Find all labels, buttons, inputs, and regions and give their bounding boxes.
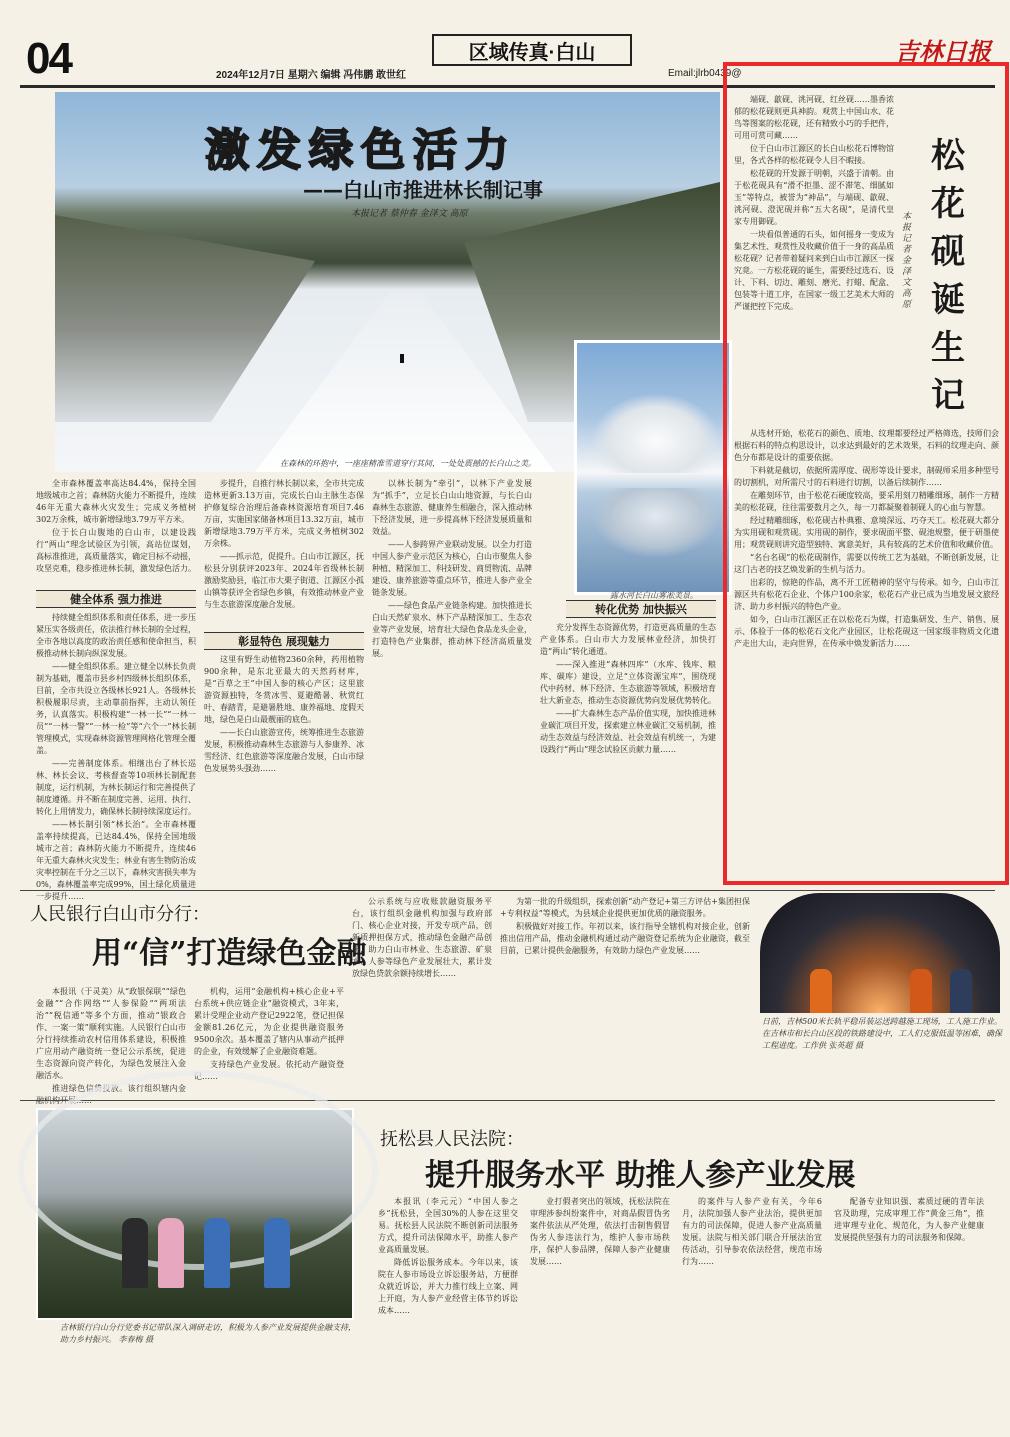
forest-left <box>55 192 315 422</box>
bank-column-3 <box>352 896 492 1096</box>
lead-title: 激发绿色活力 <box>205 125 517 176</box>
paragraph: 出彩的，惊艳的作品，离不开工匠精神的坚守与传承。如今，白山市江源区共有松花石企业、个体户100余家，松花石产业已成为当地发展文旅经济、助力乡村振兴的特色产业。 <box>734 578 999 611</box>
paragraph: 一块看似普通的石头，如何摇身一变成为集艺术性、观赏性及收藏价值于一身的高品质松花砚？记者带着疑问来到白山市江源区一探究竟。一方松花砚的诞生，需要经过选石、设计、下料、切边、雕刻、磨光、打蜡、配盒、包装等十道工序，在国家一级工艺美术大师的严谨把控下完成。 <box>734 230 894 311</box>
paragraph: 本报讯（于灵美）从“政银保联”“绿色金融”“合作网络”“人参保险”“两项法治”“税信通”等多个方面，推动“银政合作、一案一策”顺利实施。人民银行白山市分行持续推动农村信用体系建设，积极推广应用动产融资统一登记公示系统，促进生态资源向资产转化，为绿色发展注入金融活水。 <box>36 987 186 1080</box>
paragraph: 支持绿色产业发展。依托动产融资登记…… <box>194 1060 344 1081</box>
tree-reflection <box>591 488 721 558</box>
paragraph: ——人参跨界产业联动发展。以全力打造中国人参产业示范区为核心，白山市聚焦人参种植、精深加工、科技研发、商贸物流、品牌建设、康养旅游等重点环节，推进人参产业全链条发展。 <box>372 540 532 597</box>
paragraph: 松花砚的开发源于明朝，兴盛于清朝。由于松花砚具有“滑不拒墨、涩不滞笔、细腻如玉”等特点，被誉为“神品”，与端砚、歙砚、洮河砚、澄泥砚并称“五大名砚”，是清代皇家专用御砚。 <box>734 169 894 226</box>
pine-byline: 本报记者 金泽文 高原 <box>902 212 912 310</box>
person-figure <box>264 1218 290 1288</box>
paragraph: ——健全组织体系。建立健全以林长负责制为基础，覆盖市县乡村四级林长组织体系，目前，全市共设立各级林长921人。各级林长积极履职尽责，主动靠前指挥，主动认领任务，认真落实。积极构建“一林一长”“一林一员”“一林一警”“一林一检”等“六个一”林长制管理模式，实现森林资源管理网格化管理全覆盖。 <box>36 662 196 755</box>
court-title: 提升服务水平 助推人参产业发展 <box>425 1158 856 1193</box>
subhead-2: 彰显特色 展现魅力 <box>204 632 364 650</box>
person-figure <box>122 1218 148 1288</box>
greenhouse-photo-caption <box>60 1322 360 1346</box>
paragraph: 公示系统与应收账款融资服务平台，该行组织金融机构加强与政府部门、核心企业对接，开发专项产品，创新质押担保方式，推动绿色金融产品创新，助力白山市林业、生态旅游、矿泉水、人参等绿色产业发展壮大，累计发放绿色贷款余额持续增长…… <box>352 897 492 978</box>
email-address: Email:jlrb0439@ <box>668 68 742 79</box>
person-figure <box>158 1218 184 1288</box>
greenhouse-photo <box>36 1108 354 1320</box>
paragraph: 配备专业知识强、素质过硬的青年法官及助理，完成审理工作“黄金三角”，推进审理专业化、规范化，为人参产业健康发展提供坚强有力的司法服务和保障。 <box>834 1197 984 1242</box>
person-figure <box>204 1218 230 1288</box>
lead-column-4 <box>540 622 716 882</box>
section-title: 区域传真·白山 <box>432 34 632 66</box>
lead-column-1b <box>36 612 196 901</box>
pine-column-2 <box>734 428 999 878</box>
court-column-2 <box>530 1196 670 1432</box>
caption-text: 吉林银行白山分行党委书记带队深入调研走访，积极为人参产业发展提供金融支持，助力乡村振兴。 <box>60 1323 356 1344</box>
court-column-3 <box>682 1196 822 1432</box>
court-label: 抚松县人民法院： <box>380 1129 524 1150</box>
paragraph: 充分发挥生态资源优势，打造更高质量的生态产业体系。白山市大力发展林业经济，加快打造“两山”转化通道。 <box>540 623 716 656</box>
lead-byline: 本报记者 蔡仲春 金泽文 高原 <box>351 209 468 219</box>
lead-column-1 <box>36 478 196 586</box>
paragraph: ——林长制引领“林长治”。全市森林覆盖率持续提高，已达84.4%，保持全国地级城市之首；森林防火能力不断提升，连续46年无重大森林火灾发生；林业有害生物防治成灾率控制在千分之三以下，森林灾害损失率为0%，森林覆盖率完成99%，国土绿化质量进一步提升…… <box>36 820 196 901</box>
rail-work-photo <box>760 893 1000 1013</box>
paragraph: 位于长白山腹地的白山市，以建设践行“两山”理念试验区为引领，高站位谋划，高标准推进，高质量落实，确定目标不动摇，攻坚克难，稳步推进林长制，激发绿色活力。 <box>36 528 196 573</box>
paragraph: 全市森林覆盖率高达84.4%，保持全国地级城市之首；森林防火能力不断提升，连续46年无重大森林火灾发生；完成义务植树302万余株，城市新增绿地3.79万平方米。 <box>36 479 196 524</box>
paragraph: 业打假者突出的领域，抚松法院在审理涉参纠纷案件中，对商品假冒伪劣案件依法从严处理，依法打击制售假冒伪劣人参违法行为，维护人参市场秩序，保护人参品牌，保障人参产业健康发展…… <box>530 1197 670 1266</box>
paragraph: 为第一批的升级组织，探索创新“动产登记+第三方评估+集团担保+专利权益”等模式，为县域企业提供更加优质的融资服务。 <box>500 897 750 918</box>
rime-tree <box>591 393 721 473</box>
photo-credit: 李春梅 摄 <box>118 1335 154 1344</box>
paragraph: 在雕刻环节，由于松花石硬度较高，要采用刻刀精雕细琢，制作一方精美的松花砚，往往需要数月之久，每一刀都凝聚着制砚人的心血与智慧。 <box>734 491 999 512</box>
paragraph: 下料就是截切，依据所需厚度、砚形等设计要求，制砚师采用多种型号的切割机，对所需尺寸的石料进行切割，以备后续制作…… <box>734 466 999 487</box>
bank-title: 用“信”打造绿色金融 <box>92 936 367 971</box>
paragraph: 积极做好对接工作。年初以来，该行指导全辖机构对接企业，创新推出信用产品，推动金融机构通过动产融资登记系统为企业融资，截至目前，已累计提供金融服务，有效助力绿色产业发展…… <box>500 922 750 955</box>
paragraph: 推进绿色信贷投放。该行组织辖内金 <box>52 1084 186 1093</box>
paragraph: 机构，运用“金融机构+核心企业+平台系统+供应链企业”融资模式，3年来，累计受理企业动产登记2922笔，登记担保金额81.26亿元，为企业提供融资服务9500余次。基本覆盖了辖内从事动产抵押的企业，有效缓解了企业融资难题。 <box>194 987 344 1056</box>
paragraph: 端砚、歙砚、洮河砚、红丝砚……墨香浓郁的松花砚则更具神韵。观赏上中国山水、花鸟等图案的松花砚，还有精致小巧的手把件，可用可赏可藏…… <box>734 95 894 140</box>
court-column-1 <box>378 1196 518 1432</box>
paragraph: 从选材开始，松花石的颜色、质地、纹理都要经过严格筛选，技师们会根据石料的特点构思设计，以求达到最好的艺术效果，石料的纹理走向、颜色分布都是设计的重要依据。 <box>734 429 999 462</box>
rail-photo-caption: 日前，吉林500米长轨平稳吊装运送跨越施工现场，工人施工作业。在吉林市和长白山区段的铁路建设中，工人们克服低温等困难，确保工程进度。工作供 张英超 摄 <box>762 1017 1002 1050</box>
subhead-4: 转化优势 加快振兴 <box>566 600 716 618</box>
lead-subtitle: ——白山市推进林长制记事 <box>303 178 543 202</box>
lead-photo-caption: 在森林的环抱中，一座座精准雪道穿行其间，一处处震撼的长白山之美。 <box>280 459 536 468</box>
paragraph: 经过精雕细琢，松花砚古朴典雅、意境深远、巧夺天工。松花砚大都分为实用砚和观赏砚。实用砚的制作，要求砚面平整、砚池规整，便于研墨使用；观赏砚则讲究造型独特、寓意美好，具有较高的艺术价值和收藏价值。 <box>734 516 999 549</box>
paragraph: 以林长制为“牵引”，以林下产业发展为“抓手”，立足长白山山地资源，与长白山森林生态旅游、健康养生相融合，深入推动林下经济发展，进一步提高林下经济发展质量和效益。 <box>372 479 532 536</box>
paragraph: 的案件与人参产业有关，今年6月，法院加强人参产业法治，提供更加有力的司法保障，促进人参产业高质量发展。法院与相关部门联合开展法治宣传活动，引导参农依法经营，规范市场行为…… <box>682 1197 822 1266</box>
paragraph: ——抓示范，促提升。白山市江源区，抚松县分别获评2023年、2024年省级林长制激励奖励县，临江市大栗子街道、江源区小孤山镇等获评全省绿色乡镇，有效推动林业产业与生态旅游深度融合发展。 <box>204 552 364 609</box>
page-number: 04 <box>26 34 71 83</box>
paragraph: ——扩大森林生态产品价值实现，加快推进林业碳汇项目开发，探索建立林业碳汇交易机制，推动生态效益与经济效益、社会效益有机统一，为建设践行“两山”理念试验区贡献力量…… <box>540 709 716 754</box>
bank-label: 人民银行白山市分行： <box>30 904 210 925</box>
paragraph: 这里有野生动植物2360余种，药用植物900余种，是东北亚最大的天然药材库，是“百草之王”中国人参的核心产区；这里旅游资源独特，冬赏冰雪、夏避酷暑、秋赏红叶、春踏青，是避暑胜地、康养福地、度假天地，绿色是白山最靓丽的底色。 <box>204 655 364 724</box>
paragraph: 步提升，自推行林长制以来，全市共完成造林更新3.13万亩，完成长白山主脉生态保护修复综合治理后备森林资源培育项目7.46万亩，实施国家储备林项目13.32万亩，城市新增绿地3.79万平方米，完成义务植树302万余株。 <box>204 479 364 548</box>
lead-column-2b <box>204 654 364 882</box>
pine-column-1 <box>734 94 894 424</box>
paragraph: 持续健全组织体系和责任体系，进一步压紧压实各级责任，依法推行林长制的全过程，全市各地以高度的政治责任感和使命担当，积极推动林长制向纵深发展。 <box>36 613 196 658</box>
paragraph: 降低诉讼服务成本。今年以来，该院在人参市场设立诉讼服务站，方便群众就近诉讼，并大力推行线上立案、网上开庭，为人参产业经营主体节约诉讼成本…… <box>378 1258 518 1315</box>
greenhouse-arch <box>18 1070 378 1270</box>
paragraph: ——深入推进“森林四库”（水库、钱库、粮库、碳库）建设，立足“立体资源宝库”，围绕现代中药材、林下经济、生态旅游等领域，积极培育壮大新业态，推动生态资源优势向发展优势转化。 <box>540 660 716 705</box>
bank-column-4 <box>500 896 750 1096</box>
subhead-1: 健全体系 强力推进 <box>36 590 196 608</box>
date-line: 2024年12月7日 星期六 编辑 冯伟鹏 敢世红 <box>216 70 407 81</box>
court-column-4 <box>834 1196 984 1432</box>
newspaper-logo: 吉林日报 <box>895 37 991 66</box>
rime-photo-caption: 露水河长白山雾凇美景。 <box>610 591 698 600</box>
paragraph: “名台名砚”的松花砚制作，需要以传统工艺为基础，不断创新发展，让这门古老的技艺焕发新的生机与活力。 <box>734 553 999 574</box>
lead-column-2 <box>204 478 364 628</box>
paragraph: 如今，白山市江源区正在以松花石为媒，打造集研发、生产、销售、展示、体验于一体的松花石文化产业园区，让松花砚这一国家级非物质文化遗产走出大山，走向世界，在传承中焕发新活力…… <box>734 615 999 648</box>
worker-figure <box>950 969 972 1013</box>
lead-column-3 <box>372 478 532 882</box>
paragraph: ——完善制度体系。相继出台了林长巡林、林长会议、考核督查等10项林长制配套制度，运行机制，为林长制运行和完善提供了制度遵循。并不断在制度完善、运用、执行、转化上用情发力，确保林长制持续深度运行。 <box>36 759 196 816</box>
skier-figure <box>400 354 404 363</box>
paragraph: ——长白山旅游宣传，统筹推进生态旅游发展，积极推动森林生态旅游与人参康养、冰雪经济、红色旅游等深度融合发展，白山市绿色发展势头强劲…… <box>204 728 364 773</box>
worker-figure <box>910 969 932 1013</box>
pine-title: 松花砚诞生记 <box>931 136 965 416</box>
paragraph: ——绿色食品产业链条构建。加快推进长白山天然矿泉水、林下产品精深加工、生态农业等产业发展，培育壮大绿色食品龙头企业，打造特色产业集群，推动林下经济高质量发展。 <box>372 601 532 658</box>
rime-photo <box>574 340 732 595</box>
worker-figure <box>810 969 832 1013</box>
paragraph: 位于白山市江源区的长白山松花石博物馆里，各式各样的松花砚令人目不暇接。 <box>734 144 894 165</box>
paragraph: 本报讯（李元元）“中国人参之乡”抚松县，全国30%的人参在这里交易。抚松县人民法院不断创新司法服务方式，提升司法保障水平，助推人参产业高质量发展。 <box>378 1197 518 1254</box>
divider-rule <box>20 890 995 891</box>
